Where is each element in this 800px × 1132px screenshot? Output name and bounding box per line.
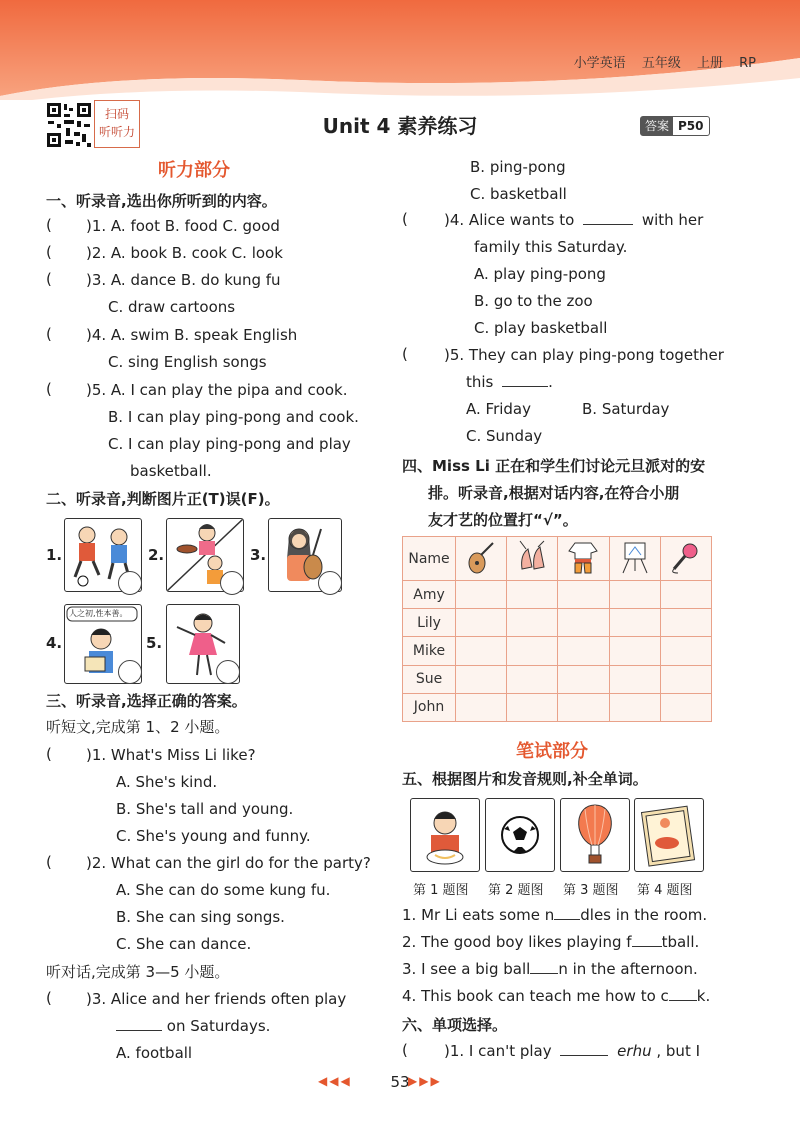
scan-label-line1: 扫码 [104,107,129,121]
caption-4: 第 4 题图 [637,883,693,898]
part5-heading: 五、根据图片和发音规则,补全单词。 [402,770,648,788]
fill-blank[interactable] [560,1041,608,1056]
part2-heading: 二、听录音,判断图片正(T)误(F)。 [46,490,280,508]
fill-blank[interactable] [554,905,580,920]
check-cell[interactable] [660,637,711,665]
p3-q1-c: C. She's young and funny. [116,827,311,845]
part4-heading-l2: 排。听录音,根据对话内容,在符合小朋 [428,484,680,502]
p3-q3-line2 [116,1016,270,1036]
part4-heading-l1: 四、Miss Li 正在和学生们讨论元旦派对的安 [402,457,706,475]
answer-page: P50 [678,119,704,133]
edition: RP [739,56,756,71]
p3-q4-pre: )4. Alice wants to [444,211,575,229]
easel-icon [609,537,660,581]
p5-q4-post: k. [696,987,711,1005]
p5-q2-post: tball. [661,933,700,951]
check-cell[interactable] [609,693,660,721]
answer-paren[interactable]: ( [46,380,52,398]
p3-q2-b: B. She can sing songs. [116,908,285,926]
answer-paren[interactable]: ( [402,210,408,228]
p3-q2-c: C. She can dance. [116,935,252,953]
grade: 五年级 [641,56,681,71]
pipa-icon [456,537,507,581]
scan-label-line2: 听听力 [98,125,135,139]
p3-q3-tail: on Saturdays. [166,1017,271,1035]
p5-q2-pre: 2. The good boy likes playing f [402,933,632,951]
p6-q1 [444,1041,700,1061]
name-cell: Lily [403,609,456,637]
part1-heading: 一、听录音,选出你所听到的内容。 [46,192,277,210]
cookbook-image [634,798,704,872]
name-cell: Mike [403,637,456,665]
check-cell[interactable] [660,609,711,637]
p1-q5-c: C. I can play ping-pong and play [108,435,351,453]
check-cell[interactable] [609,637,660,665]
check-cell[interactable] [609,609,660,637]
answer-circle[interactable] [118,660,142,684]
check-cell[interactable] [507,609,558,637]
p6-q1-pre: )1. I can't play [444,1042,552,1060]
check-cell[interactable] [660,693,711,721]
part6-heading: 六、单项选择。 [402,1016,508,1034]
name-cell: John [403,693,456,721]
p3-q3-a: A. football [116,1044,193,1062]
microphone-icon [660,537,711,581]
p3-q5-pre: this [466,373,494,391]
check-cell[interactable] [660,665,711,693]
check-cell[interactable] [456,665,507,693]
fill-blank[interactable] [530,959,558,974]
p5-q3-post: n in the afternoon. [558,960,698,978]
answer-paren[interactable]: ( [402,1041,408,1059]
soccer-ball-image [485,798,555,872]
p3-q2: )2. What can the girl do for the party? [86,854,371,872]
writing-heading: 笔试部分 [516,741,588,762]
p5-q4-pre: 4. This book can teach me how to c [402,987,669,1005]
answer-label: 答案 [641,117,673,135]
check-cell[interactable] [507,637,558,665]
check-cell[interactable] [456,693,507,721]
hot-air-balloon-image [560,798,630,872]
header-band [0,0,800,100]
p3-q2-a: A. She can do some kung fu. [116,881,331,899]
p3-q4-post: with her [641,211,704,229]
p3-q4-line2: family this Saturday. [474,238,628,256]
check-cell[interactable] [456,637,507,665]
pic-number: 3. [250,546,267,564]
pic-number: 1. [46,546,63,564]
p3-q1-b: B. She's tall and young. [116,800,294,818]
p3-q5-c: C. Sunday [466,427,543,445]
p1-q4: )4. A. swim B. speak English [86,326,298,344]
p1-q5-b: B. I can play ping-pong and cook. [108,408,359,426]
caption-2: 第 2 题图 [488,883,544,898]
p6-q1-italic: erhu [617,1042,652,1060]
check-cell[interactable] [456,581,507,609]
answer-circle[interactable] [216,660,240,684]
check-cell[interactable] [660,581,711,609]
p1-q2: )2. A. book B. cook C. look [86,244,283,262]
p3-q1-a: A. She's kind. [116,773,218,791]
part4-heading-l3: 友才艺的位置打“√”。 [428,511,578,529]
part3-intro2: 听对话,完成第 3—5 小题。 [46,963,230,981]
p3-q4-b: B. go to the zoo [474,292,593,310]
answer-paren[interactable]: ( [402,345,408,363]
part3-intro1: 听短文,完成第 1、2 小题。 [46,718,230,736]
p3-q3-b: B. ping-pong [470,158,566,176]
p5-q1 [402,905,707,925]
p5-q1-pre: 1. Mr Li eats some n [402,906,555,924]
p3-q1: )1. What's Miss Li like? [86,746,256,764]
p3-q3: )3. Alice and her friends often play [86,990,347,1008]
name-cell: Sue [403,665,456,693]
fill-blank[interactable] [116,1016,162,1031]
answer-circle[interactable] [118,571,142,595]
kung-fu-uniform-icon [558,537,609,581]
answer-badge [640,116,710,136]
listening-heading: 听力部分 [158,160,230,181]
check-cell[interactable] [609,665,660,693]
speech-bubble-text: 人之初,性本善。 [69,609,128,618]
name-header: Name [403,537,456,581]
part3-heading: 三、听录音,选择正确的答案。 [46,692,247,710]
p1-q1: )1. A. foot B. food C. good [86,217,280,235]
p3-q4-c: C. play basketball [474,319,608,337]
p3-q5-a: A. Friday [466,400,531,418]
p5-q1-post: dles in the room. [580,906,708,924]
p3-q5-post: . [548,373,553,391]
pic-number: 4. [46,634,63,652]
pic-number: 5. [146,634,163,652]
page-number: 53 [390,1073,410,1091]
p3-q3-c: C. basketball [470,185,567,203]
p5-q3-pre: 3. I see a big ball [402,960,531,978]
answer-paren[interactable]: ( [46,853,52,871]
p1-q5: )5. A. I can play the pipa and cook. [86,381,348,399]
p3-q4-a: A. play ping-pong [474,265,606,283]
fill-blank[interactable] [502,372,548,387]
name-cell: Amy [403,581,456,609]
answer-paren[interactable]: ( [46,745,52,763]
check-cell[interactable] [507,665,558,693]
p5-q2 [402,932,699,952]
p3-q5-line2 [466,372,553,392]
fill-blank[interactable] [632,932,662,947]
caption-1: 第 1 题图 [413,883,469,898]
book-info [562,52,756,71]
answer-circle[interactable] [220,571,244,595]
ballet-shoes-icon [507,537,558,581]
p1-q4-c: C. sing English songs [108,353,267,371]
pic-number: 2. [148,546,165,564]
right-arrows-icon: ▶▶▶ [408,1074,442,1088]
answer-circle[interactable] [318,571,342,595]
fill-blank[interactable] [669,986,697,1001]
answer-paren[interactable]: ( [46,270,52,288]
talent-table [402,536,712,722]
caption-3: 第 3 题图 [563,883,619,898]
check-cell[interactable] [456,609,507,637]
check-cell[interactable] [558,637,609,665]
term: 上册 [696,56,723,71]
check-cell[interactable] [558,693,609,721]
p1-q3: )3. A. dance B. do kung fu [86,271,281,289]
page-title: Unit 4 素养练习 [322,114,478,138]
check-cell[interactable] [507,581,558,609]
boy-eating-noodles-image [410,798,480,872]
p6-q1-post: , but I [656,1042,701,1060]
fill-blank[interactable] [583,210,633,225]
p3-q4 [444,210,703,230]
check-cell[interactable] [558,581,609,609]
answer-paren[interactable]: ( [46,216,52,234]
check-cell[interactable] [609,581,660,609]
p1-q5-c2: basketball. [130,462,212,480]
answer-paren[interactable]: ( [46,243,52,261]
answer-paren[interactable]: ( [46,989,52,1007]
left-arrows-icon: ◀◀◀ [318,1074,352,1088]
p5-q3 [402,959,698,979]
check-cell[interactable] [558,665,609,693]
subject: 小学英语 [573,56,626,71]
p3-q5-b: B. Saturday [582,400,670,418]
p1-q3-c: C. draw cartoons [108,298,236,316]
check-cell[interactable] [507,693,558,721]
p3-q5: )5. They can play ping-pong together [444,346,724,364]
answer-paren[interactable]: ( [46,325,52,343]
p5-q4 [402,986,710,1006]
check-cell[interactable] [558,609,609,637]
